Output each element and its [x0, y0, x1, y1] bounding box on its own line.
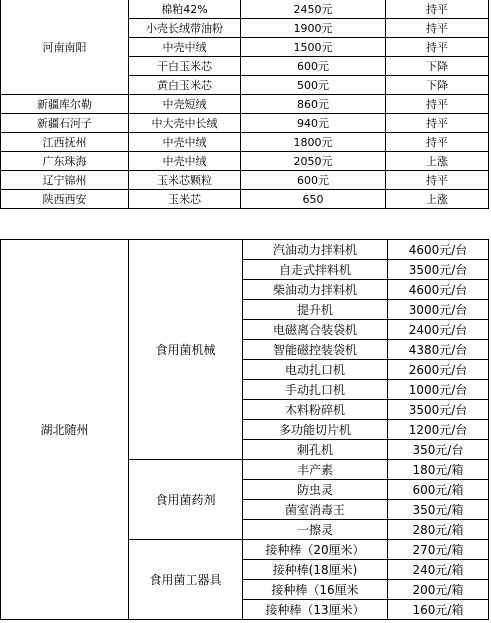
variety-cell: 玉米芯	[129, 190, 241, 209]
region-cell: 新疆石河子	[1, 114, 129, 133]
price-cell: 500元	[241, 76, 386, 95]
table-row	[1, 240, 489, 260]
raw-material-price-table	[0, 0, 489, 209]
item-name-cell: 丰产素	[243, 460, 388, 480]
item-price-cell: 4600元/台	[388, 240, 489, 260]
trend-cell: 下降	[386, 57, 489, 76]
trend-cell: 持平	[386, 0, 489, 19]
price-cell: 600元	[241, 57, 386, 76]
item-price-cell: 3000元/台	[388, 300, 489, 320]
raw-material-price-table-body	[1, 0, 489, 209]
table-row	[1, 190, 489, 209]
trend-cell: 持平	[386, 171, 489, 190]
item-price-cell: 200元/箱	[388, 580, 489, 600]
item-name-cell: 接种棒（16厘米	[243, 580, 388, 600]
price-cell: 2050元	[241, 152, 386, 171]
trend-cell: 持平	[386, 114, 489, 133]
item-price-cell: 160元/箱	[388, 600, 489, 620]
item-name-cell: 柴油动力拌料机	[243, 280, 388, 300]
table-gap	[0, 220, 491, 239]
price-cell: 1500元	[241, 38, 386, 57]
item-name-cell: 木料粉碎机	[243, 400, 388, 420]
trend-cell: 持平	[386, 95, 489, 114]
item-price-cell: 180元/箱	[388, 460, 489, 480]
variety-cell: 玉米芯颗粒	[129, 171, 241, 190]
item-name-cell: 汽油动力拌料机	[243, 240, 388, 260]
region-cell: 广东珠海	[1, 152, 129, 171]
variety-cell: 中壳短绒	[129, 95, 241, 114]
item-price-cell: 3500元/台	[388, 260, 489, 280]
item-name-cell: 接种棒(18厘米)	[243, 560, 388, 580]
variety-cell: 黄白玉米芯	[129, 76, 241, 95]
item-price-cell: 270元/箱	[388, 540, 489, 560]
item-name-cell: 手动扎口机	[243, 380, 388, 400]
item-name-cell: 智能磁控装袋机	[243, 340, 388, 360]
item-price-cell: 280元/箱	[388, 520, 489, 540]
table-row	[1, 95, 489, 114]
item-price-cell: 1000元/台	[388, 380, 489, 400]
trend-cell: 上涨	[386, 152, 489, 171]
price-cell: 650	[241, 190, 386, 209]
item-name-cell: 多功能切片机	[243, 420, 388, 440]
price-cell: 1800元	[241, 133, 386, 152]
item-name-cell: 接种棒（13厘米）	[243, 600, 388, 620]
variety-cell: 干白玉米芯	[129, 57, 241, 76]
variety-cell: 中壳中绒	[129, 133, 241, 152]
region-cell: 河南南阳	[1, 0, 129, 95]
region-cell: 陕西西安	[1, 190, 129, 209]
item-name-cell: 接种棒（20厘米）	[243, 540, 388, 560]
table-row	[1, 114, 489, 133]
item-name-cell: 一擦灵	[243, 520, 388, 540]
item-price-cell: 4380元/台	[388, 340, 489, 360]
item-price-cell: 600元/箱	[388, 480, 489, 500]
item-name-cell: 自走式拌料机	[243, 260, 388, 280]
trend-cell: 下降	[386, 76, 489, 95]
region-cell: 辽宁锦州	[1, 171, 129, 190]
item-price-cell: 240元/箱	[388, 560, 489, 580]
table-row	[1, 133, 489, 152]
variety-cell: 中壳中绒	[129, 152, 241, 171]
equipment-price-table	[0, 239, 489, 620]
item-price-cell: 2600元/台	[388, 360, 489, 380]
trend-cell: 上涨	[386, 190, 489, 209]
region-cell: 湖北随州	[1, 240, 129, 620]
item-price-cell: 1200元/台	[388, 420, 489, 440]
category-cell: 食用菌工器具	[129, 540, 243, 620]
category-cell: 食用菌药剂	[129, 460, 243, 540]
price-cell: 1900元	[241, 19, 386, 38]
variety-cell: 中壳中绒	[129, 38, 241, 57]
item-price-cell: 350元/台	[388, 440, 489, 460]
item-name-cell: 提升机	[243, 300, 388, 320]
table-row	[1, 171, 489, 190]
item-price-cell: 2400元/台	[388, 320, 489, 340]
variety-cell: 小壳长绒带油粉	[129, 19, 241, 38]
price-cell: 2450元	[241, 0, 386, 19]
region-cell: 新疆库尔勒	[1, 95, 129, 114]
variety-cell: 棉粕42%	[129, 0, 241, 19]
item-name-cell: 防虫灵	[243, 480, 388, 500]
trend-cell: 持平	[386, 133, 489, 152]
trend-cell: 持平	[386, 38, 489, 57]
equipment-price-table-body	[1, 240, 489, 620]
item-price-cell: 4600元/台	[388, 280, 489, 300]
item-name-cell: 电动扎口机	[243, 360, 388, 380]
item-name-cell: 菌室消毒王	[243, 500, 388, 520]
item-price-cell: 3500元/台	[388, 400, 489, 420]
price-cell: 860元	[241, 95, 386, 114]
trend-cell: 持平	[386, 19, 489, 38]
item-name-cell: 刺孔机	[243, 440, 388, 460]
item-name-cell: 电磁离合装袋机	[243, 320, 388, 340]
category-cell: 食用菌机械	[129, 240, 243, 460]
price-cell: 940元	[241, 114, 386, 133]
price-cell: 600元	[241, 171, 386, 190]
table-row	[1, 0, 489, 19]
table-row	[1, 152, 489, 171]
variety-cell: 中大壳中长绒	[129, 114, 241, 133]
item-price-cell: 350元/箱	[388, 500, 489, 520]
region-cell: 江西抚州	[1, 133, 129, 152]
